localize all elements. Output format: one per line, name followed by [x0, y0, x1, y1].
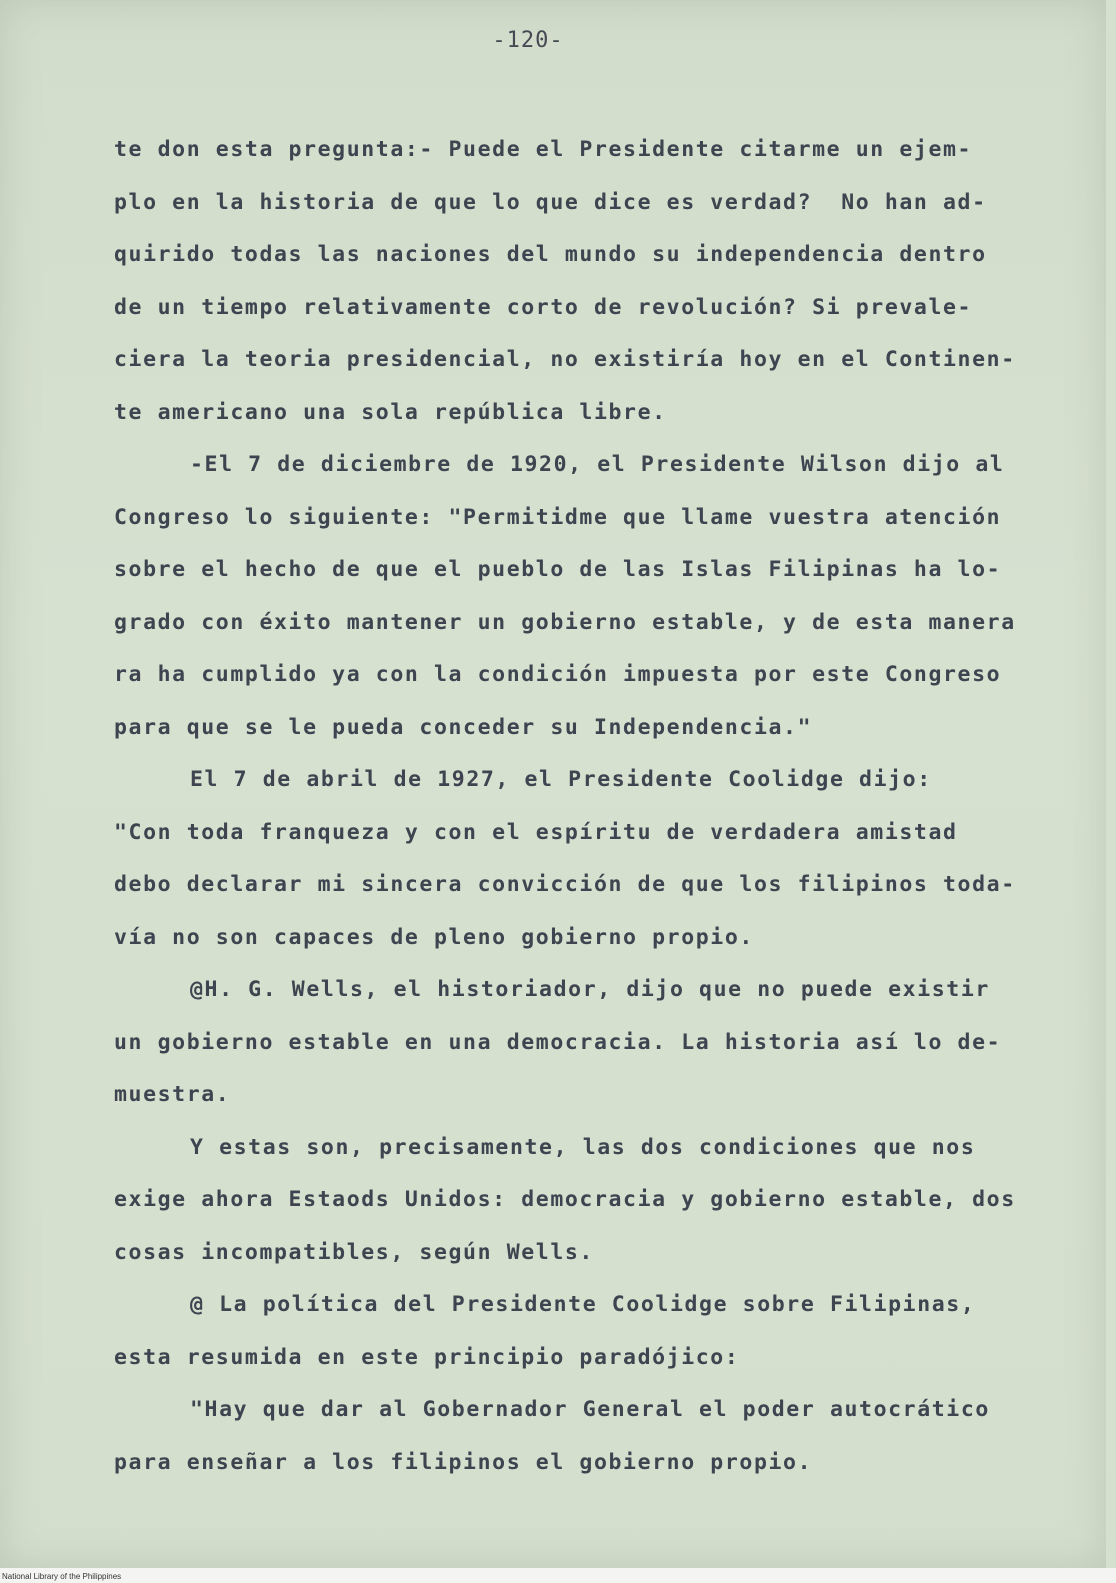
footer-strip — [0, 1568, 1116, 1583]
text-line: cosas incompatibles, según Wells. — [114, 1239, 594, 1265]
text-line: un gobierno estable en una democracia. La historia así lo de- — [114, 1029, 1002, 1055]
text-line: para que se le pueda conceder su Independencia." — [114, 714, 813, 740]
text-line: quirido todas las naciones del mundo su independencia dentro — [114, 242, 987, 267]
text-line: "Con toda franqueza y con el espíritu de verdadera amistad — [114, 819, 958, 845]
text-line: te americano una sola república libre. — [114, 399, 667, 425]
text-line: vía no son capaces de pleno gobierno propio. — [114, 924, 754, 950]
text-line: debo declarar mi sincera convicción de que los filipinos toda- — [114, 872, 1016, 897]
document-body — [114, 124, 1074, 1489]
paragraph-start-line: El 7 de abril de 1927, el Presidente Coolidge dijo: — [190, 767, 932, 792]
text-line: grado con éxito mantener un gobierno estable, y de esta manera — [114, 609, 1016, 635]
text-line: de un tiempo relativamente corto de revolución? Si prevale- — [114, 294, 973, 320]
page-number: -120- — [492, 28, 564, 53]
text-line: Congreso lo siguiente: "Permitidme que llame vuestra atención — [114, 504, 1002, 530]
text-line: te don esta pregunta:- Puede el Presidente citarme un ejem- — [114, 137, 973, 162]
text-line: plo en la historia de que lo que dice es verdad? No han ad- — [114, 189, 987, 215]
text-line: sobre el hecho de que el pueblo de las Islas Filipinas ha lo- — [114, 557, 1002, 582]
paragraph-start-line: @H. G. Wells, el historiador, dijo que no puede existir — [190, 977, 990, 1002]
paragraph-start-line: "Hay que dar al Gobernador General el poder autocrático — [190, 1397, 990, 1422]
text-line: esta resumida en este principio paradójico: — [114, 1344, 740, 1370]
paragraph-start-line: @ La política del Presidente Coolidge sobre Filipinas, — [190, 1292, 976, 1317]
text-line: ciera la teoria presidencial, no existiría hoy en el Continen- — [114, 347, 1016, 372]
library-credit: National Library of the Philippines — [2, 1572, 122, 1581]
paragraph-start-line: -El 7 de diciembre de 1920, el Presidente Wilson dijo al — [190, 452, 1005, 477]
text-line: muestra. — [114, 1082, 231, 1107]
text-line: ra ha cumplido ya con la condición impuesta por este Congreso — [114, 662, 1002, 687]
text-line: para enseñar a los filipinos el gobierno propio. — [114, 1449, 813, 1475]
text-line: exige ahora Estaods Unidos: democracia y gobierno estable, dos — [114, 1187, 1016, 1212]
paragraph-start-line: Y estas son, precisamente, las dos condiciones que nos — [190, 1134, 976, 1160]
